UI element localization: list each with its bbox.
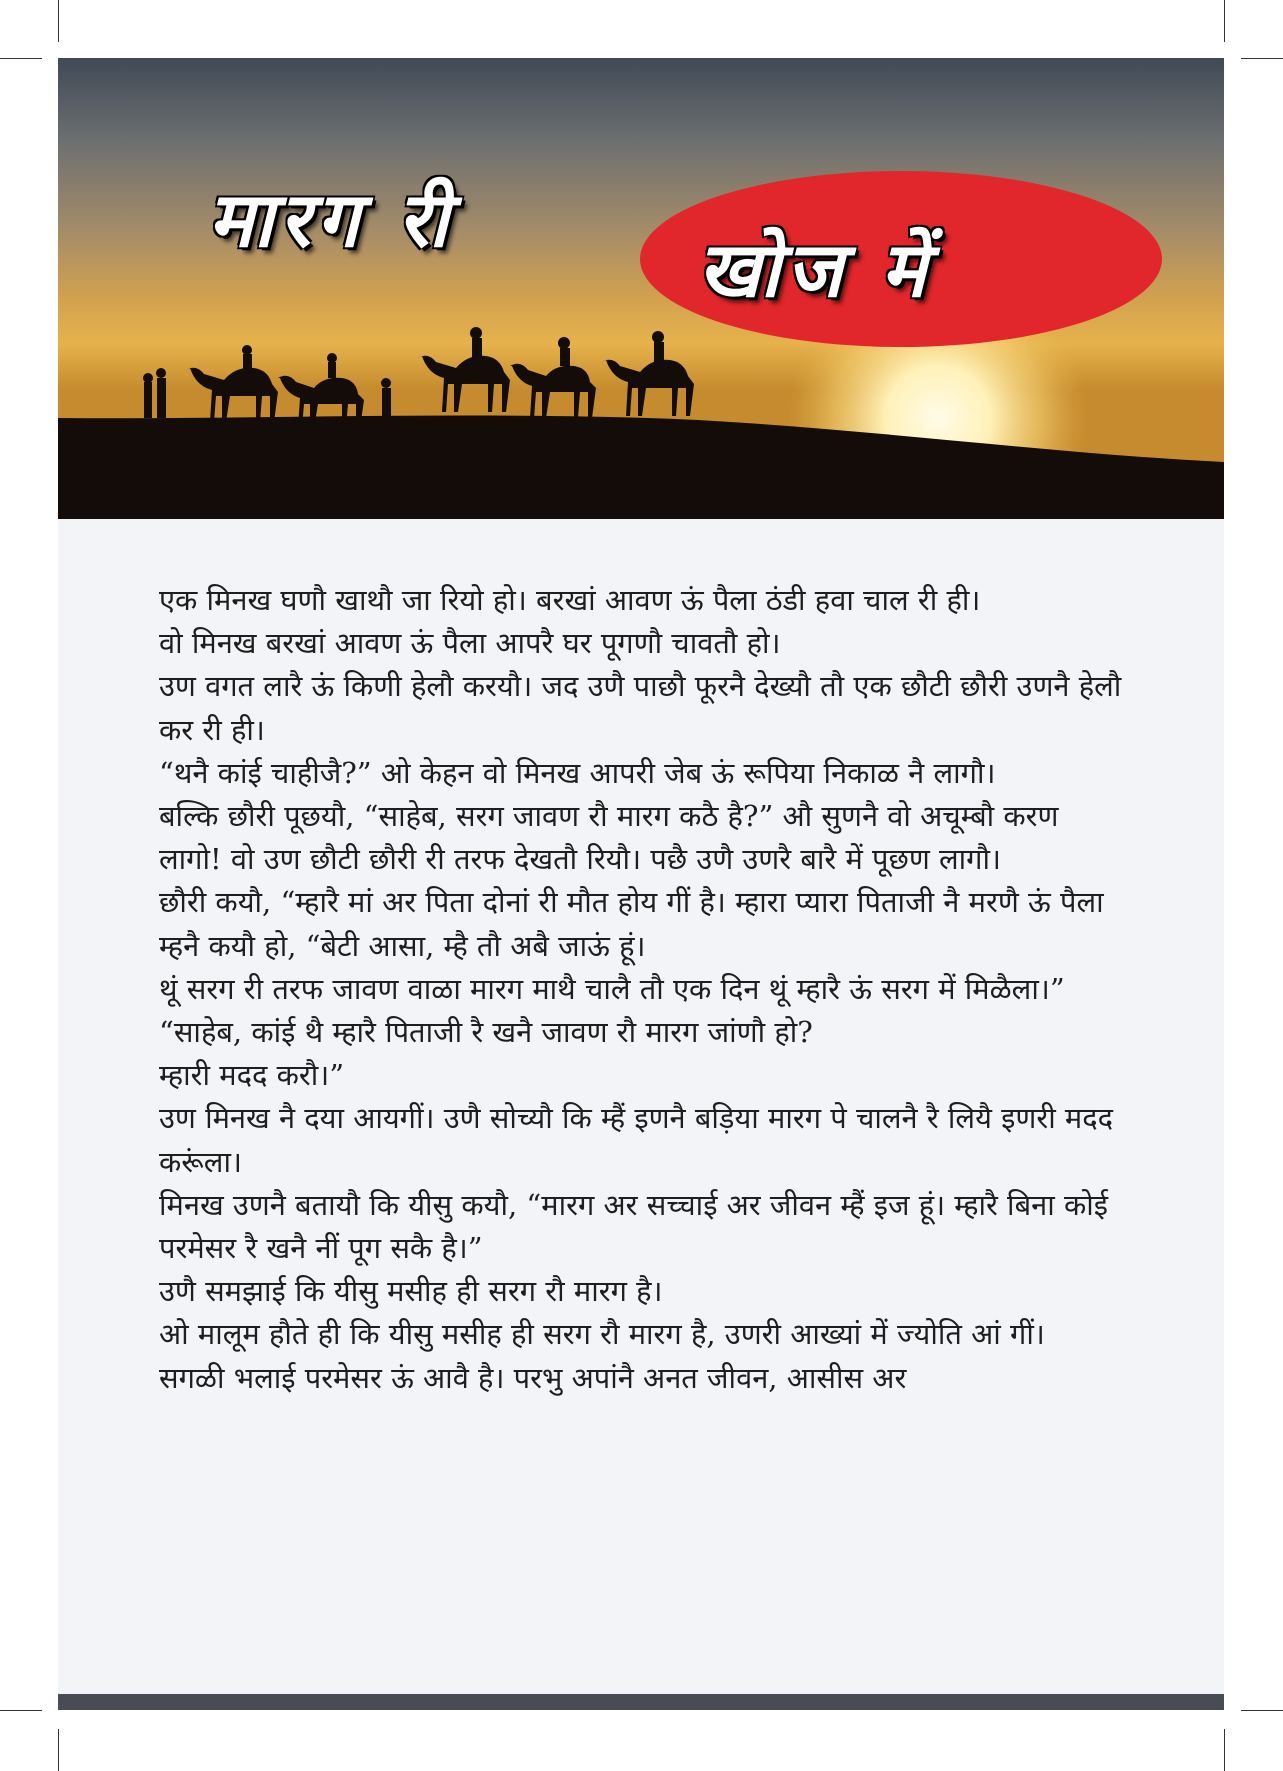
paragraph: “थनै कांई चाहीजै?” ओ केहन वो मिनख आपरी जेब ऊं रूपिया निकाळ नै लागौ। <box>159 755 996 790</box>
paragraph: छौरी कयौ, “म्हारै मां अर पिता दोनां री मौत होय गीं है। म्हारा प्यारा पिताजी नै मरणै ऊं पैला म्हनै कयौ हो, “बेटी आसा, म्है तौ अबै जाऊं हूं। <box>159 885 1104 963</box>
crop-mark <box>58 0 59 42</box>
crop-mark <box>1241 1710 1283 1711</box>
paragraph: सगळी भलाई परमेसर ऊं आवै है। परभु अपांनै अनत जीवन, आसीस अर <box>159 1360 907 1395</box>
paragraph: “साहेब, कांई थै म्हारै पिताजी रै खनै जावण रौ मारग जांणौ हो? <box>159 1015 813 1050</box>
paragraph: एक मिनख घणौ खाथौ जा रियो हो। बरखां आवण ऊं पैला ठंडी हवा चाल री ही। <box>159 583 981 617</box>
paragraph: उण मिनख नै दया आयगीं। उणै सोच्यौ कि म्हैं इणनै बड़िया मारग पे चालनै रै लियै इणरी मदद करूंला। <box>159 1101 1114 1179</box>
title-line-2: खोज में <box>698 225 933 314</box>
paragraph: ओ मालूम हौते ही कि यीसु मसीह ही सरग रौ मारग है, उणरी आख्यां में ज्योति आं गीं। <box>159 1317 1045 1352</box>
crop-mark <box>58 1729 59 1771</box>
header-banner <box>58 58 1224 519</box>
paragraph: वो मिनख बरखां आवण ऊं पैला आपरै घर पूगणौ चावतौ हो। <box>159 626 781 661</box>
paragraph: मिनख उणनै बतायौ कि यीसु कयौ, “मारग अर सच्चाई अर जीवन म्हैं इज हूं। म्हारै बिना कोई परमेसर रै खनै नीं पूग सकै है।” <box>159 1187 1108 1266</box>
crop-mark <box>0 1710 42 1711</box>
crop-mark <box>0 58 42 59</box>
crop-mark <box>1224 1729 1225 1771</box>
paragraph: उणै समझाई कि यीसु मसीह ही सरग रौ मारग है। <box>159 1274 663 1309</box>
story-text <box>159 579 1125 1400</box>
caravan-silhouette <box>143 327 694 428</box>
paragraph: थूं सरग री तरफ जावण वाळा मारग माथै चालै तौ एक दिन थूं म्हारै ऊं सरग में मिळैला।” <box>159 971 1065 1006</box>
paragraph: बल्कि छौरी पूछयौ, “साहेब, सरग जावण रौ मारग कठै है?” औ सुणनै वो अचूम्बौ करण लागो! वो उण छौटी छौरी री तरफ देखतौ रियौ। पछै उणै उणरै बारै में पूछण लागौ। <box>159 799 1059 877</box>
crop-mark <box>1224 0 1225 42</box>
crop-mark <box>1241 58 1283 59</box>
paragraph: म्हारी मदद करौ।” <box>159 1058 345 1093</box>
title-line-1: मारग री <box>208 175 455 264</box>
page <box>58 58 1224 1710</box>
paragraph: उण वगत लारै ऊं किणी हेलौ करयौ। जद उणै पाछौ फूरनै देख्यौ तौ एक छौटी छौरी उणनै हेलौ कर री ही। <box>159 669 1122 747</box>
footer-bar <box>58 1694 1224 1710</box>
